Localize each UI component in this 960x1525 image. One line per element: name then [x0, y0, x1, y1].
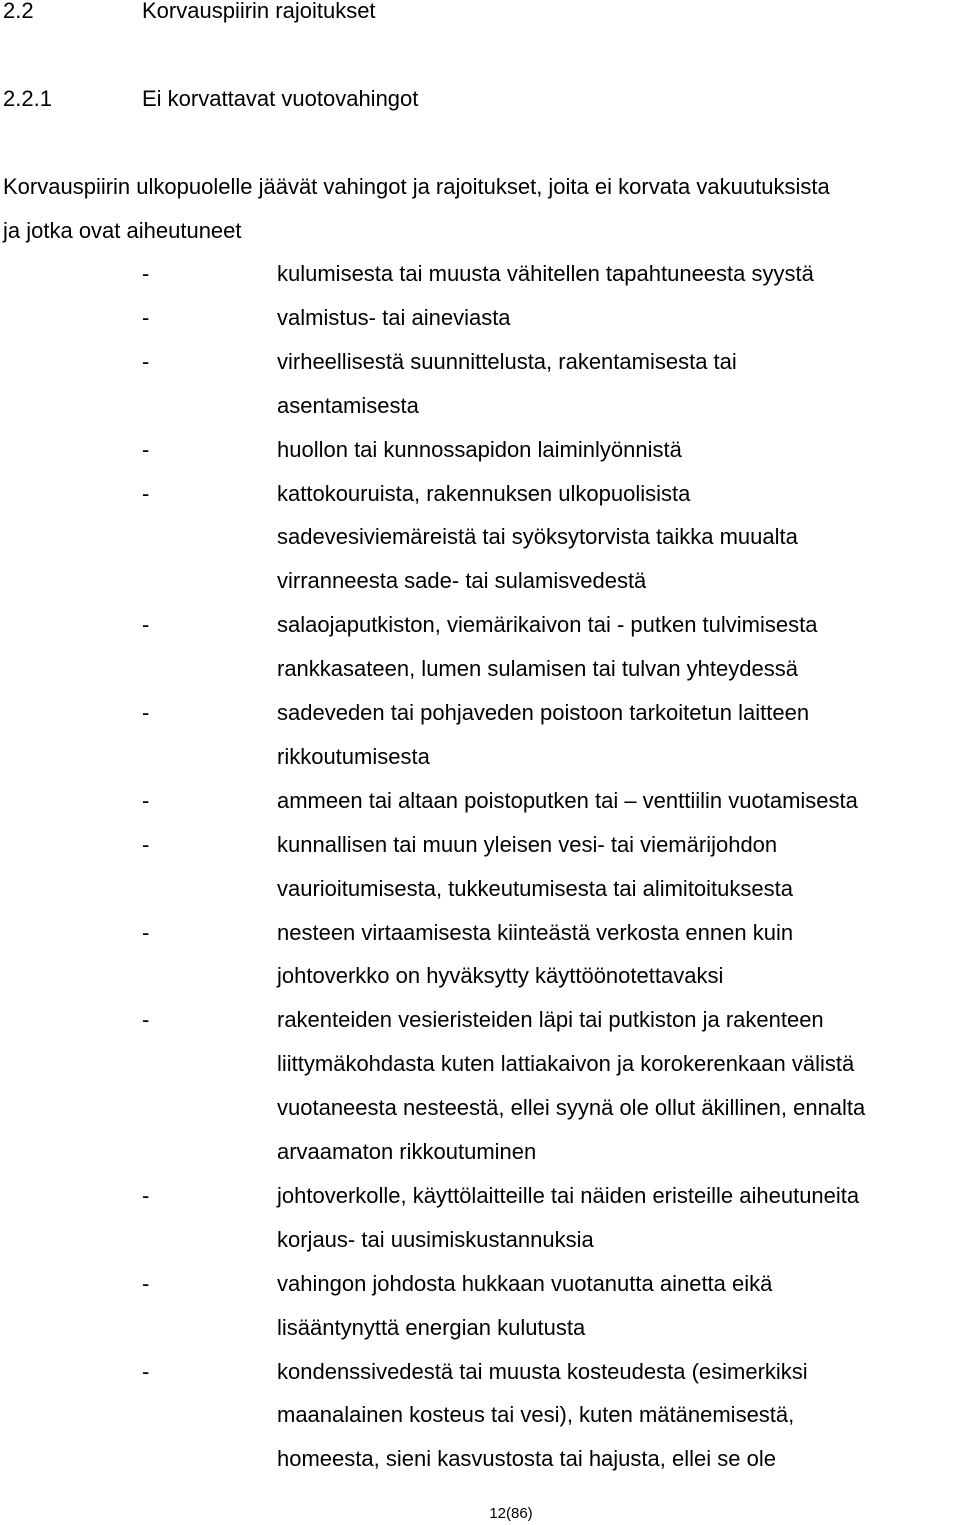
intro-line: Korvauspiirin ulkopuolelle jäävät vahingot ja rajoitukset, joita ei korvata vakuutuksista [3, 174, 830, 199]
bullet-dash: - [142, 1271, 150, 1296]
list-item-line: lisääntynyttä energian kulutusta [277, 1315, 586, 1340]
list-item-line: valmistus- tai aineviasta [277, 305, 511, 330]
list-item-line: ammeen tai altaan poistoputken tai – venttiilin vuotamisesta [277, 788, 858, 813]
bullet-dash: - [142, 349, 150, 374]
intro-line: ja jotka ovat aiheutuneet [3, 218, 242, 243]
list-item-line: vuotaneesta nesteestä, ellei syynä ole ollut äkillinen, ennalta [277, 1095, 866, 1120]
list-item-line: arvaamaton rikkoutuminen [277, 1139, 537, 1164]
list-item-line: asentamisesta [277, 393, 419, 418]
list-item-line: kondenssivedestä tai muusta kosteudesta (esimerkiksi [277, 1359, 808, 1384]
list-item-line: rikkoutumisesta [277, 744, 430, 769]
list-item-line: johtoverkko on hyväksytty käyttöönotettavaksi [277, 963, 724, 988]
list-item-line: sadevesiviemäreistä tai syöksytorvista taikka muualta [277, 524, 798, 549]
list-item-line: korjaus- tai uusimiskustannuksia [277, 1227, 594, 1252]
bullet-dash: - [142, 1183, 150, 1208]
list-item-line: rakenteiden vesieristeiden läpi tai putkiston ja rakenteen [277, 1007, 824, 1032]
list-item-line: rankkasateen, lumen sulamisen tai tulvan yhteydessä [277, 656, 798, 681]
list-item-line: vahingon johdosta hukkaan vuotanutta ainetta eikä [277, 1271, 773, 1296]
bullet-dash: - [142, 612, 150, 637]
bullet-dash: - [142, 920, 150, 945]
bullet-dash: - [142, 305, 150, 330]
list-item-line: maanalainen kosteus tai vesi), kuten mätänemisestä, [277, 1402, 795, 1427]
list-item-line: homeesta, sieni kasvustosta tai hajusta, ellei se ole [277, 1446, 776, 1471]
list-item-line: virheellisestä suunnittelusta, rakentamisesta tai [277, 349, 737, 374]
list-item-line: kulumisesta tai muusta vähitellen tapahtuneesta syystä [277, 261, 814, 286]
list-item-line: kunnallisen tai muun yleisen vesi- tai viemärijohdon [277, 832, 778, 857]
section-title: Korvauspiirin rajoitukset [142, 0, 376, 23]
bullet-dash: - [142, 481, 150, 506]
subsection-title: Ei korvattavat vuotovahingot [142, 86, 419, 111]
list-item-line: liittymäkohdasta kuten lattiakaivon ja korokerenkaan välistä [277, 1051, 855, 1076]
list-item-line: huollon tai kunnossapidon laiminlyönnistä [277, 437, 682, 462]
list-item-line: nesteen virtaamisesta kiinteästä verkosta ennen kuin [277, 920, 794, 945]
list-item-line: virranneesta sade- tai sulamisvedestä [277, 568, 647, 593]
section-number: 2.2 [3, 0, 34, 23]
bullet-dash: - [142, 788, 150, 813]
bullet-dash: - [142, 832, 150, 857]
list-item-line: vaurioitumisesta, tukkeutumisesta tai alimitoituksesta [277, 876, 793, 901]
bullet-dash: - [142, 1359, 150, 1384]
bullet-dash: - [142, 700, 150, 725]
bullet-dash: - [142, 437, 150, 462]
list-item-line: kattokouruista, rakennuksen ulkopuolisista [277, 481, 691, 506]
page-number: 12(86) [489, 1505, 533, 1522]
subsection-number: 2.2.1 [3, 86, 52, 111]
bullet-dash: - [142, 261, 150, 286]
list-item-line: sadeveden tai pohjaveden poistoon tarkoitetun laitteen [277, 700, 810, 725]
bullet-dash: - [142, 1007, 150, 1032]
list-item-line: johtoverkolle, käyttölaitteille tai näiden eristeille aiheutuneita [277, 1183, 860, 1208]
list-item-line: salaojaputkiston, viemärikaivon tai - putken tulvimisesta [277, 612, 818, 637]
